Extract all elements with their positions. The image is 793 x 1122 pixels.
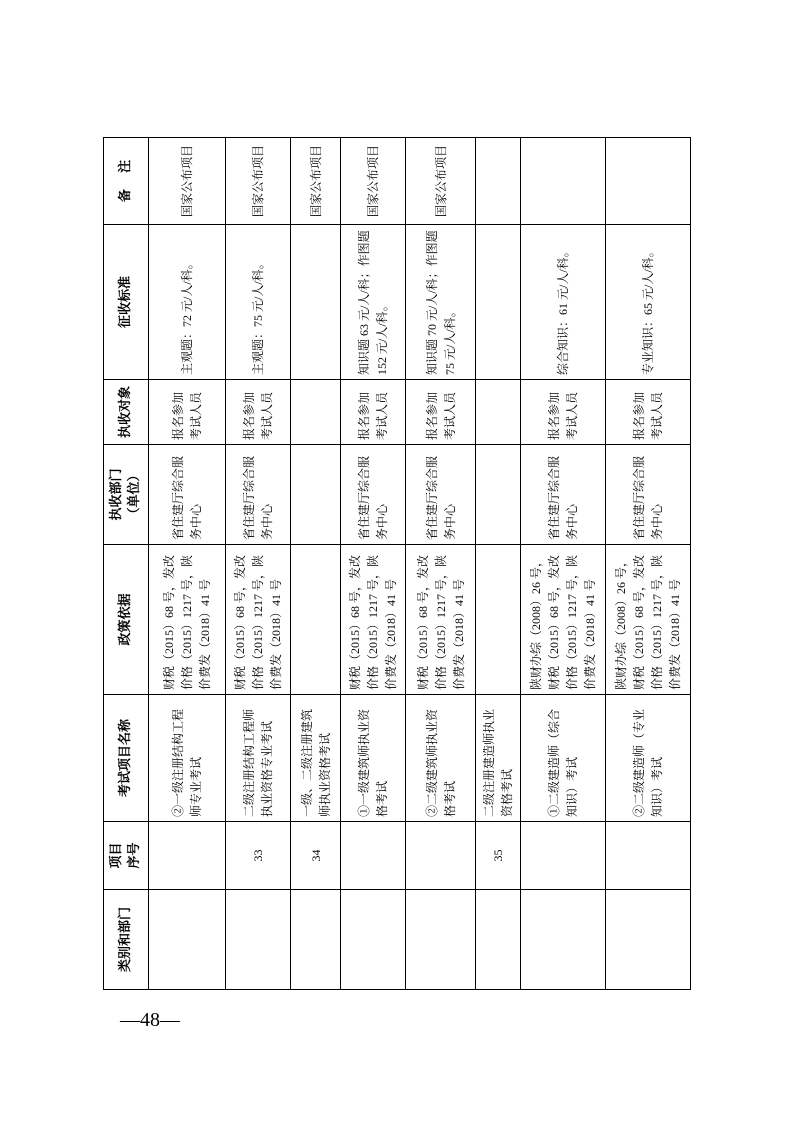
cell-category <box>226 890 291 990</box>
cell-remark: 国家公布项目 <box>149 138 226 225</box>
cell-standard <box>476 225 521 380</box>
header-seq-line-2: 序号 <box>127 842 142 869</box>
header-dept-line-2: （单位） <box>127 468 142 521</box>
cell-seq <box>606 822 691 890</box>
cell-standard: 主观题：75 元/人/科。 <box>226 225 291 380</box>
table-row <box>226 138 291 990</box>
cell-target <box>476 380 521 445</box>
table-row <box>149 138 226 990</box>
cell-target: 报名参加考试人员 <box>226 380 291 445</box>
cell-name: ①二级建造师（综合知识）考试 <box>521 695 606 822</box>
table-row <box>521 138 606 990</box>
cell-basis: 财税（2015）68 号，发改价格（2015）1217 号，陕价费发（2018）41 号 <box>406 545 476 695</box>
cell-category <box>476 890 521 990</box>
cell-dept: 省住建厅综合服务中心 <box>521 445 606 545</box>
cell-dept <box>476 445 521 545</box>
cell-seq: 35 <box>476 822 521 890</box>
table-row <box>291 138 341 990</box>
header-standard: 征收标准 <box>104 225 149 380</box>
cell-seq <box>521 822 606 890</box>
cell-name: ②二级建造师（专业知识）考试 <box>606 695 691 822</box>
rotated-table-container <box>103 138 690 990</box>
cell-seq <box>341 822 406 890</box>
cell-seq: 33 <box>226 822 291 890</box>
cell-seq <box>149 822 226 890</box>
cell-standard: 综合知识：61 元/人/科。 <box>521 225 606 380</box>
cell-name: ②一级注册结构工程师专业考试 <box>149 695 226 822</box>
header-seq <box>104 822 149 890</box>
cell-seq: 34 <box>291 822 341 890</box>
cell-remark: 国家公布项目 <box>406 138 476 225</box>
table-row <box>476 138 521 990</box>
table-header-row <box>104 138 149 990</box>
cell-remark: 国家公布项目 <box>226 138 291 225</box>
table-row <box>341 138 406 990</box>
cell-standard: 知识题 63 元/人/科；作图题 152 元/人/科。 <box>341 225 406 380</box>
cell-name: 二级注册结构工程师执业资格专业考试 <box>226 695 291 822</box>
fee-table <box>103 137 691 990</box>
cell-name: 二级注册建造师执业资格考试 <box>476 695 521 822</box>
cell-target: 报名参加考试人员 <box>406 380 476 445</box>
cell-target: 报名参加考试人员 <box>149 380 226 445</box>
cell-target <box>291 380 341 445</box>
cell-category <box>606 890 691 990</box>
cell-name: ②二级建筑师执业资格考试 <box>406 695 476 822</box>
cell-dept: 省住建厅综合服务中心 <box>406 445 476 545</box>
header-dept <box>104 445 149 545</box>
cell-dept: 省住建厅综合服务中心 <box>606 445 691 545</box>
header-name: 考试项目名称 <box>104 695 149 822</box>
cell-standard <box>291 225 341 380</box>
header-remark: 备 注 <box>104 138 149 225</box>
cell-basis: 陕财办综（2008）26 号，财税（2015）68 号，发改价格（2015）1217 号，陕价费发（2018）41 号 <box>521 545 606 695</box>
cell-basis <box>476 545 521 695</box>
cell-dept: 省住建厅综合服务中心 <box>341 445 406 545</box>
header-category: 类别和部门 <box>104 890 149 990</box>
cell-basis: 财税（2015）68 号，发改价格（2015）1217 号，陕价费发（2018）41 号 <box>341 545 406 695</box>
cell-remark <box>606 138 691 225</box>
cell-basis <box>291 545 341 695</box>
cell-category <box>291 890 341 990</box>
page-number: —48— <box>120 1009 180 1031</box>
header-basis: 政策依据 <box>104 545 149 695</box>
cell-dept: 省住建厅综合服务中心 <box>226 445 291 545</box>
cell-remark: 国家公布项目 <box>341 138 406 225</box>
cell-dept <box>291 445 341 545</box>
header-seq-line-1: 项目 <box>109 842 124 869</box>
header-dept-line-1: 执收部门 <box>109 468 124 521</box>
cell-remark <box>476 138 521 225</box>
cell-standard: 专业知识：65 元/人/科。 <box>606 225 691 380</box>
cell-dept: 省住建厅综合服务中心 <box>149 445 226 545</box>
cell-remark <box>521 138 606 225</box>
cell-seq <box>406 822 476 890</box>
cell-category <box>149 890 226 990</box>
cell-remark: 国家公布项目 <box>291 138 341 225</box>
table-row <box>606 138 691 990</box>
cell-standard: 主观题：72 元/人/科。 <box>149 225 226 380</box>
table-row <box>406 138 476 990</box>
cell-name: 一级、二级注册建筑师执业资格考试 <box>291 695 341 822</box>
cell-basis: 财税（2015）68 号，发改价格（2015）1217 号，陕价费发（2018）41 号 <box>226 545 291 695</box>
header-target: 执收对象 <box>104 380 149 445</box>
cell-basis: 陕财办综（2008）26 号，财税（2015）68 号，发改价格（2015）1217 号，陕价费发（2018）41 号 <box>606 545 691 695</box>
cell-standard: 知识题 70 元/人/科；作图题 75 元/人/科。 <box>406 225 476 380</box>
cell-category <box>406 890 476 990</box>
cell-name: ①一级建筑师执业资格考试 <box>341 695 406 822</box>
cell-basis: 财税（2015）68 号，发改价格（2015）1217 号，陕价费发（2018）41 号 <box>149 545 226 695</box>
cell-category <box>341 890 406 990</box>
cell-target: 报名参加考试人员 <box>521 380 606 445</box>
cell-category <box>521 890 606 990</box>
cell-target: 报名参加考试人员 <box>606 380 691 445</box>
cell-target: 报名参加考试人员 <box>341 380 406 445</box>
